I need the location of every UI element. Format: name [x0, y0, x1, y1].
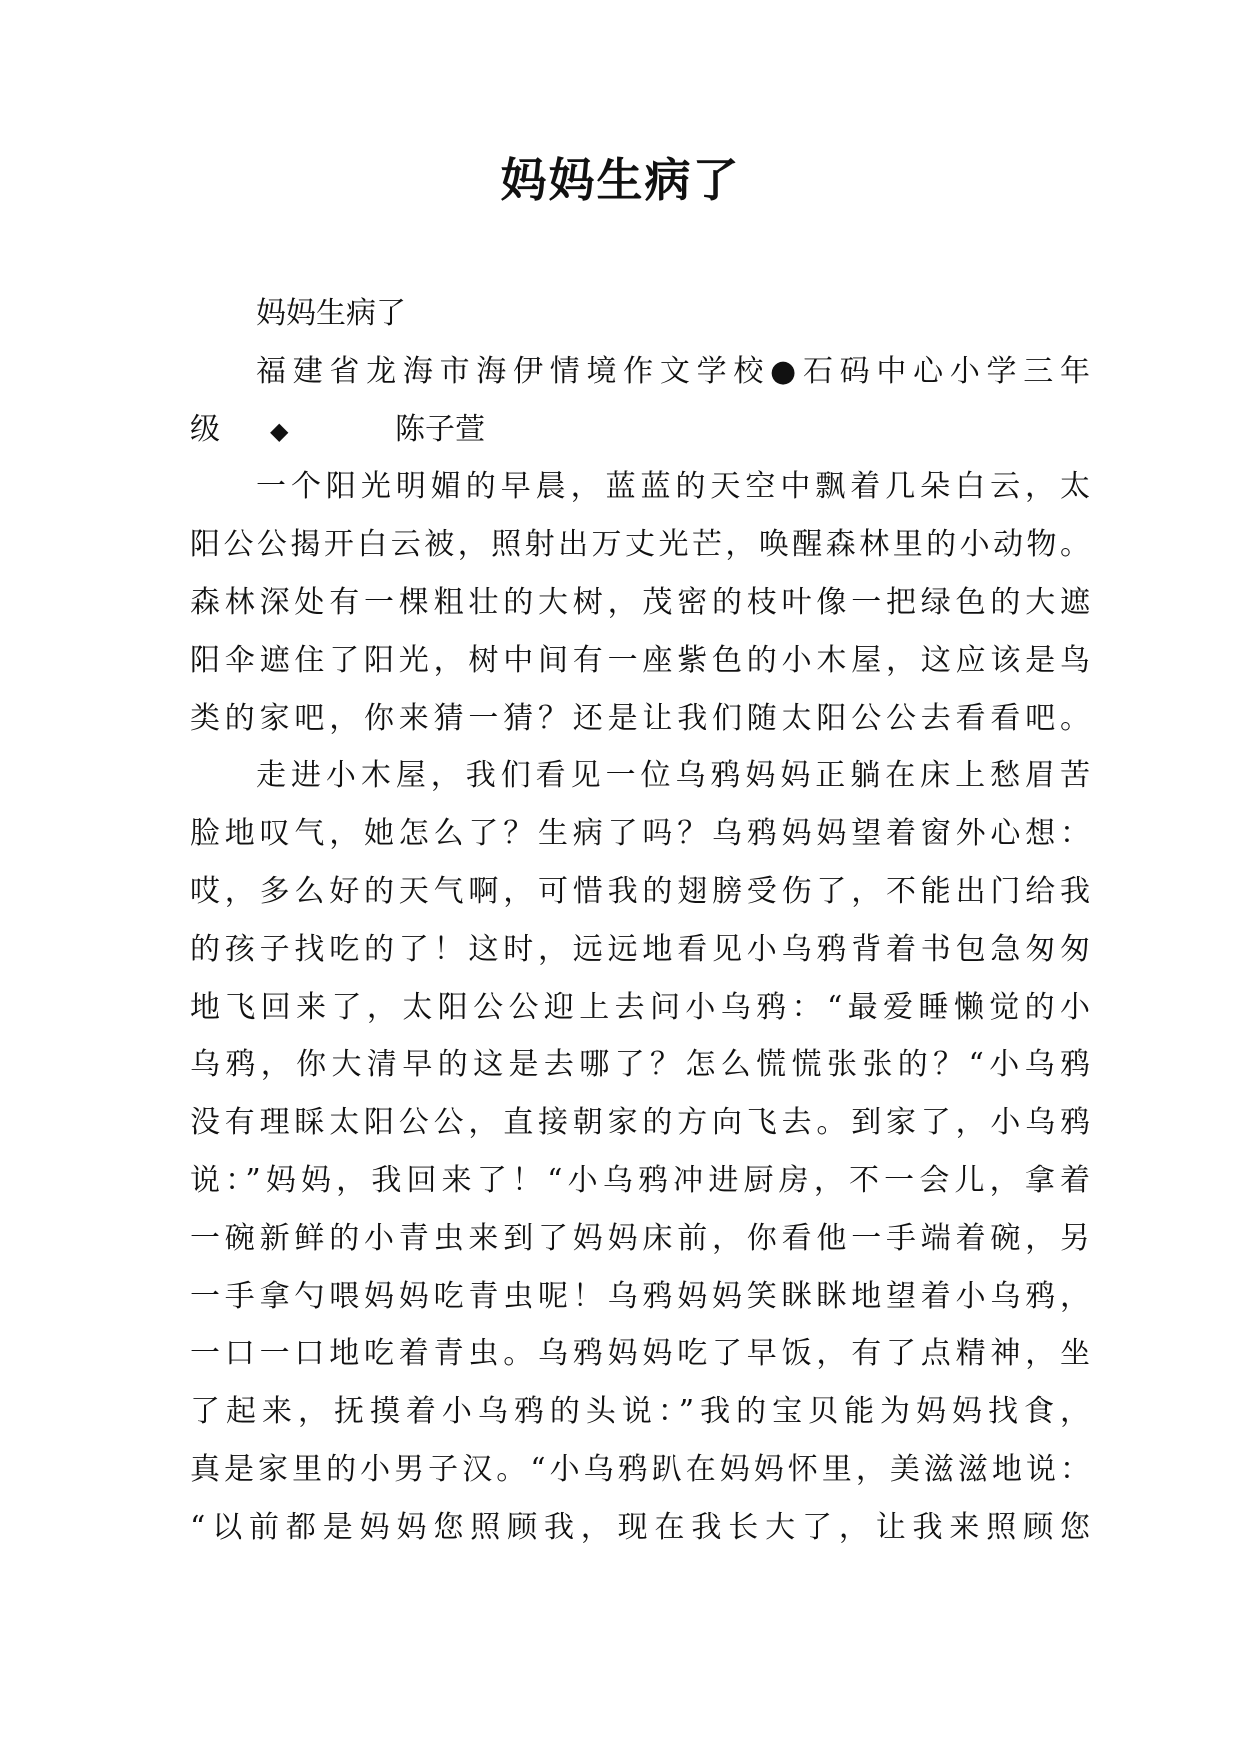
subtitle: 妈妈生病了 [256, 296, 406, 331]
school-line: 福建省龙海市海伊情境作文学校●石码中心小学三年 [256, 353, 1090, 389]
grade-text: 级 [190, 411, 220, 447]
paragraph-line: 说：”妈妈，我回来了！“小乌鸦冲进厨房，不一会儿，拿着 [190, 1162, 1090, 1198]
author-row [190, 401, 1090, 459]
paragraph-line: 地飞回来了，太阳公公迎上去问小乌鸦：“最爱睡懒觉的小 [190, 989, 1090, 1025]
paragraph-line: 森林深处有一棵粗壮的大树，茂密的枝叶像一把绿色的大遮 [190, 584, 1090, 620]
paragraph-line: 一口一口地吃着青虫。乌鸦妈妈吃了早饭，有了点精神，坐 [190, 1336, 1090, 1372]
paragraph-line: “以前都是妈妈您照顾我，现在我长大了，让我来照顾您 [190, 1509, 1090, 1545]
paragraph-line: 一碗新鲜的小青虫来到了妈妈床前，你看他一手端着碗，另 [190, 1220, 1090, 1256]
paragraph-line: 走进小木屋，我们看见一位乌鸦妈妈正躺在床上愁眉苦 [256, 758, 1090, 794]
paragraph-line: 乌鸦，你大清早的这是去哪了？怎么慌慌张张的？“小乌鸦 [190, 1047, 1090, 1083]
paragraph-line: 一个阳光明媚的早晨，蓝蓝的天空中飘着几朵白云，太 [256, 469, 1090, 505]
paragraph-line: 脸地叹气，她怎么了？生病了吗？乌鸦妈妈望着窗外心想： [190, 816, 1090, 852]
paragraph-line: 了起来，抚摸着小乌鸦的头说：”我的宝贝能为妈妈找食， [190, 1394, 1090, 1430]
paragraph-line: 的孩子找吃的了！这时，远远地看见小乌鸦背着书包急匆匆 [190, 931, 1090, 967]
document-title: 妈妈生病了 [500, 153, 741, 207]
document-body [190, 285, 1090, 1557]
paragraph-line: 哎，多么好的天气啊，可惜我的翅膀受伤了，不能出门给我 [190, 873, 1090, 909]
diamond-separator: ◆ [270, 416, 289, 445]
paragraph-line: 阳公公揭开白云被，照射出万丈光芒，唤醒森林里的小动物。 [190, 527, 1090, 563]
author-name: 陈子萱 [395, 411, 485, 447]
paragraph-line: 没有理睬太阳公公，直接朝家的方向飞去。到家了，小乌鸦 [190, 1105, 1090, 1141]
paragraph-line: 真是家里的小男子汉。“小乌鸦趴在妈妈怀里，美滋滋地说： [190, 1451, 1090, 1487]
paragraph-line: 一手拿勺喂妈妈吃青虫呢！乌鸦妈妈笑眯眯地望着小乌鸦， [190, 1278, 1090, 1314]
paragraph-line: 阳伞遮住了阳光，树中间有一座紫色的小木屋，这应该是鸟 [190, 642, 1090, 678]
paragraph-line: 类的家吧，你来猜一猜？还是让我们随太阳公公去看看吧。 [190, 700, 1090, 736]
